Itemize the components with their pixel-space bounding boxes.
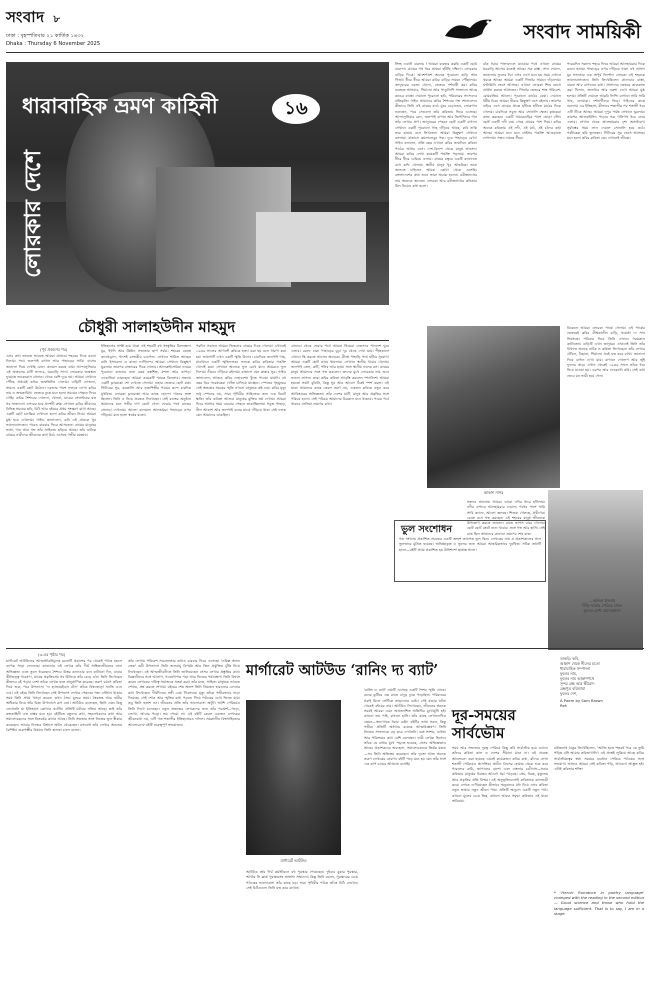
- article-column: বিকেলে আমরা লোরকা পার্কে গেলাম। এই পার্কের ভেতরেই কবির গ্রীষ্মকালীন বাড়ি, হুয়ের্তা দে সান ভিসেন্তে। পরিবার নিয়ে তিনি এখানে গরমকাল কাটাতেন। বাড়িটি এখন জাদুঘর। এখানেই তিনি তাঁর বিখ্যাত অনেক নাটক ও কবিতা লিখেছেন। তাঁর লেখার টেবিল, বিছানা, পিয়ানো সবই যত্ন করে রাখা। জানালা দিয়ে বাগান দেখা যায়। বাগানে গোলাপ আর জুঁই ফুলের ঝাড়। এখান থেকেই ১৯৩৬ সালে তাঁকে ধরে নিয়ে যাওয়া হয়। এরপর আর ফেরেননি কবি। সেই কথা ভেবে মন ভারী হয়ে গেল।: [567, 326, 645, 378]
- poem-line: ফুলের চোখ রোদেরকাগে: [583, 608, 621, 613]
- feature-vertical-title: লোরকার দেশে: [20, 150, 46, 278]
- poem-line: সিঁড়ি আমার পেরিয়ে গেলে: [581, 603, 623, 608]
- article-column: সময় আর সভ্যতার দূরত্ব পেরিয়ে কিছু কবি সার্বভৌম হয়ে ওঠেন। তাঁদের কবিতা কাল ও দেশের সীমানা মানে না। এই প্রবন্ধে আলোচনা করা হয়েছে এমনই কয়েকজন কবির কথা, যাঁদের লেখা শতাব্দী পেরিয়েও প্রাসঙ্গিক। প্রাচীন গ্রিসের হোমার থেকে শুরু করে পারস্যের রুমি, জাপানের বাশো এবং বাংলার চণ্ডীদাস—সবার কবিতায় মানুষের চিরন্তন আবেগ ধরা পড়েছে। প্রেম, বিরহ, মৃত্যুভয় আর প্রকৃতির প্রতি বিস্ময়। এই অনুভূতিগুলোই কবিতাকে কালজয়ী করে। লেখক দেখিয়েছেন কীভাবে অনুবাদের মধ্য দিয়ে এসব কবিতা নতুন ভাষায় নতুন জীবন পায়। প্রতিটি অনুবাদ একটি নতুন পাঠ। কখনো মূলের চেয়ে ভিন্ন, কখনো আরও সমৃদ্ধ। কবিতার এই যাত্রা অবিরাম।: [452, 746, 548, 803]
- dateline-bangla: ঢাকা : বৃহস্পতিবার ২১ কার্তিক ১৪৩২: [6, 33, 85, 39]
- dateline-english: Dhaka : Thursday 6 November 2025: [6, 41, 101, 47]
- author-photo: [246, 700, 341, 855]
- caption-line: সুন্দর ব্রহ্ম আর ক্ষীরোদ: [560, 681, 595, 686]
- section-title: সংবাদ সাময়িকী: [523, 21, 641, 43]
- article-column: সিংহ এবানী ঝরনায় ! আমরা ব্যবহার করছি একটি ছোট্ট বারান্দা। গ্রামের পথ ধরে আমরা হাঁটছি দক্ষিণে। লোরকার বাড়ির দিকে। আশেপাশে অনেক পুরোনো বাড়ি আর গির্জা। ধীরে ধীরে আমরা কবির বাড়ির সামনে পৌঁছালাম। জাদুঘরের দরজা খোলা, ভেতরে দর্শনার্থী কম। কবির ব্যবহৃত আসবাব, পিয়ানো আর পাণ্ডুলিপি সাজানো আছে কাচের বাক্সে। দেয়ালে পুরোনো ছবি, পরিবারের সদস্যদের প্রতিকৃতি। গাইড আমাদের কবির শৈশবের গল্প শোনালেন। কীভাবে তিনি এই গ্রামের মাঠে ঘুরে বেড়াতেন, লোকগান শুনতেন, পরে সেগুলো তাঁর কবিতায় ফিরে এসেছে। আন্দালুসিয়ার রোদ, জলপাই বাগান আর জিপসিদের গান তাঁর লেখার প্রাণ। জাদুঘরের পেছনে ছোট একটি বাগান। সেখানে একটি পুরোনো গাছ দাঁড়িয়ে আছে, কবি নাকি তার ছায়ায় বসে লিখতেন। আমরা কিছুক্ষণ সেখানে বসলাম। বাতাসে কমলালেবুর গন্ধ। দূরে পাহাড়ের রেখা। গাইড বললেন, প্রতি বছর এখানে কবির জন্মদিনে কবিতা পাঠের আসর বসে। দেশ-বিদেশ থেকে মানুষ আসেন। আমরা কবির লেখা কয়েকটি পঙক্তি পড়লাম। তারপর ধীরে ধীরে বেরিয়ে এলাম। গ্রামের চত্বরে একটি ক্যাফেতে বসে কফি খেলাম। স্থানীয় মানুষ খুব আন্তরিক। তারা জানতে চাইলেন আমরা কোথা থেকে এসেছি। বাংলাদেশের কথা শুনে তারা অবাক হলেন। রবীন্দ্রনাথের নাম অনেকে জানেন। লোরকা আর রবীন্দ্রনাথের কবিতার মিল নিয়েও কথা হলো।: [395, 62, 477, 188]
- english-note: * 'Heroic Romance in poetry language' changed with the reading in the second edition — Good science and those who hold the language sufficient. That is to say, I am in a stage.: [554, 890, 644, 916]
- article-column: গ্রানাডা থেকে ফেরার পথে আমরা সিয়েরা নেভাদার পাদদেশ ঘুরে এলাম। বরফে ঢাকা পাহাড়ের চূড়া দূর থেকে দেখা যায়। শীতকালে এখানে স্কি করতে আসেন অনেকে। গ্রীষ্মে পাহাড়ি পথে হাঁটার সুযোগ। আমরা একটি ছোট গ্রামে থামলাম। সেখানে স্থানীয় খাবার খেলাম। জলপাই তেল, রুটি, পনির আর হ্যাম। সঙ্গে স্থানীয় ফলের রস। গ্রামের মানুষ আমাদের সঙ্গে গল্প করলেন। তাদের মুখে লোরকার নাম শুনে ভালো লাগল। তারা কবির কবিতা আবৃত্তি করলেন স্প্যানিশে। আমরা হয়তো সবটা বুঝিনি, কিন্তু সুর আর আবেগ ঠিকই স্পর্শ করল। এই যাত্রা আমাদের কাছে কেবল ভ্রমণ নয়, একজন কবিকে নতুন করে আবিষ্কারের অভিজ্ঞতা। তাঁর দেশের মাটি, মানুষ আর প্রকৃতির সঙ্গে পরিচয় হলো। সেই পরিচয় আমাদের চিরকাল মনে থাকবে। পরের পর্বে থাকবে সেভিয়া ভ্রমণের কথা।: [291, 344, 389, 407]
- bird-logo-icon: [440, 12, 500, 42]
- masthead-left: [6, 6, 126, 46]
- article-column: 'রানিং দ্য ব্যাট' নামটি এসেছে একটি শৈশব স্মৃতি থেকে। বনের কুটিরে এক রাতে বাদুড় ঢুকে পড়েছিল। পরিবারের সবাই মিলে সেটিকে তাড়ানোর চেষ্টা। সেই মজার ঘটনা থেকেই বইয়ের নাম। আটউড লিখেছেন, জীবনের অনেক সময়ই আমরা এমন অপ্রত্যাশিত অতিথির মুখোমুখি হই। কখনো ভয় পাই, কখনো হাসি। তাঁর কাছে লেখালেখিও তেমন—অদেখাকে ধরার চেষ্টা। বইটির ভাষা সরল, কিন্তু গভীর। প্রতিটি অধ্যায়ে রয়েছে আত্মবিশ্লেষণ। তিনি নিজের সাফল্যকে বড় করে দেখাননি। বরং সংশয়, ব্যর্থতা আর পরিশ্রমের কথা বেশি বলেছেন। নারী লেখক হিসেবে তাঁকে যে বাধার মুখে পড়তে হয়েছে, সেসব অভিজ্ঞতাও আছে। প্রকাশকদের অবহেলা, সমালোচকদের তির্যক মন্তব্য—সব তিনি অতিক্রম করেছেন। তাঁর দৃঢ়তা আজ অনেক তরুণ লেখকের প্রেরণা। বইটি পড়ে মনে হয় যেন তাঁর সঙ্গে এক কাপ চায়ের আড্ডায় বসেছি।: [364, 688, 446, 767]
- masthead-rule: [6, 52, 644, 53]
- feature-author: চৌধুরী সালাহউদীন মাহমুদ: [78, 318, 236, 336]
- correction-title: ভুল সংশোধন: [401, 524, 453, 535]
- house-graphic: [256, 212, 366, 282]
- caption-credit: Ref:: [560, 703, 568, 708]
- article-column: মার্গারেট আটউডের আত্মজীবনীমূলক রচনাটি প্রকাশের পর থেকেই পাঠক মহলে ব্যাপক সাড়া ফেলেছে। কানাডার এই লেখক তাঁর দীর্ঘ সাহিত্যজীবনের নানা অভিজ্ঞতা এতে তুলে ধরেছেন। শৈশবে উত্তর কানাডার বনে কাটানো দিন, বাবার কীটতত্ত্ব গবেষণা, মায়ের প্রকৃতিপ্রেম সব মিলিয়ে তাঁর বেড়ে ওঠা। তিনি লিখেছেন কীভাবে বই পড়ার নেশা তাঁকে লেখক হতে অনুপ্রাণিত করেছে। তরুণ বয়সে কবিতা দিয়ে শুরু, পরে উপন্যাস। 'দ্য হ্যান্ডমেইডস টেল' তাঁকে বিশ্বজোড়া খ্যাতি এনে দেয়। এই বইয়ে তিনি লিখেছেন সেই উপন্যাস লেখার পেছনের গল্প। বার্লিনে থাকার সময় তিনি প্রথম খসড়া করেন। তখন ঠান্ডা যুদ্ধের সময়। স্বৈরতন্ত্র আর নারীর অধিকার নিয়ে তাঁর চিন্তা উপন্যাসে রূপ নেয়। আটউড বলেছেন, তিনি এমন কিছু লেখেননি যা ইতিহাসে কোথাও ঘটেনি। প্রতিটি ঘটনার নজির আছে। তাই তাঁর কল্পকাহিনী এত বাস্তব মনে হয়। বইটিতে বন্ধুদের কথা, সহলেখকদের কথা আর সমালোচকদের সঙ্গে বিতর্কের কথাও আছে। তিনি সততার সঙ্গে নিজের ভুল স্বীকার করেছেন। আবার নিজের বিশ্বাসে অটল থেকেছেন। রসবোধ তাঁর লেখার অন্যতম বৈশিষ্ট্য। গুরুগম্ভীর বিষয়ও তিনি হালকা চালে বলেন।: [6, 659, 122, 732]
- newspaper-logo: সংবাদ: [6, 8, 45, 26]
- article-column: পরদিন সকালে আমরা ভিজনার গ্রামের দিকে গেলাম। এখানেই ১৯৩৬ সালের আগস্টে কবিকে হত্যা করা হয় বলে ধারণা করা হয়। জায়গাটি এখন একটি স্মৃতি উদ্যান। চারদিকে জলপাই গাছ, মাঝখানে একটি স্মৃতিফলক। ফলকে কবির কবিতার পঙক্তি খোদাই করা। সেখানে অনেকে ফুল রেখে যান। আমরাও ফুল দিলাম। নীরবে দাঁড়িয়ে রইলাম। বাতাসে যেন কান্নার সুর। গাইড জানালেন, আজও কবির দেহাবশেষ খুঁজে পাওয়া যায়নি। বহু বছর ধরে গবেষকেরা খোঁজ চালিয়ে যাচ্ছেন। স্পেনের গৃহযুদ্ধের সেই অন্ধকার সময়ের স্মৃতি এখনো মানুষকে কষ্ট দেয়। কবির মৃত্যু শুধু স্পেনের নয়, সারা পৃথিবীর সাহিত্যের জন্য এক বিরাট ক্ষতি। তাঁর কবিতা আজও মানুষের মুক্তির স্বপ্ন দেখায়। আমরা ফিরে আসার সময় বারবার পেছনে তাকাচ্ছিলাম। সবুজ পাহাড়, নীল আকাশ আর জলপাই বনের মাঝে দাঁড়িয়ে থাকা সেই ফলক যেন আমাদের ডাকছিল।: [196, 344, 286, 417]
- caption-line: আকাশ থেকে নীলের মতো: [560, 661, 600, 666]
- article-column: এসব কথা ভাবতে ভাবতে আমরা গ্রানাডা শহরের দিকে রওনা দিলাম। পথে জলপাই বাগান আর পাহাড়ের সারি। বাসের জানালা দিয়ে দেখছি রোদে ঝলমল করছে গ্রাম। আন্দালুসিয়ার এই অঞ্চলের মাটি লালচে, ঘরবাড়ি সাদা। লোরকার জন্মস্থান ফুয়েন্তে ভাকেরোস গ্রানাডা থেকে বেশি দূরে নয়। আমরা সেখানে পৌঁছে প্রথমেই কবির জন্মভিটায় গেলাম। বাড়িটি দোতলা, সামনে একটি ছোট উঠোন। দরজার পাশে ফলকে লেখা কবির নাম ও জন্মতারিখ। ভেতরে ঢুকে মনে হলো সময়ের পেছনে ফিরে গেছি। কবির শৈশবের দোলনা, খেলনা, মায়ের সেলাইয়ের যন্ত্র সব সাজানো। ওপরের ঘরে প্রদর্শনী কক্ষ। সেখানে কবির জীবনের বিভিন্ন সময়ের ছবি, চিঠি আর বইয়ের প্রথম সংস্করণ রাখা আছে। একটি ছোট চলচ্চিত্র দেখানো হলো কবির জীবন নিয়ে। আমরা মুগ্ধ হয়ে দেখলাম। গাইড জানালেন, কবি এই গ্রামকে খুব ভালোবাসতেন। পরেও বারবার ফিরে আসতেন। গ্রামের মানুষের ভাষা, গান আর গল্প তাঁর সাহিত্যে ছড়িয়ে আছে। তাঁর নাটকে গ্রামের নারীদের জীবনের কথা উঠে এসেছে গভীর মমতায়।: [6, 354, 96, 438]
- article-column: পরেরদিন সকাল। শহরে ফিরে আমরা আলহামরার দিকে রওনা হলাম। পাহাড়ের ওপর দাঁড়িয়ে থাকা এই প্রাসাদ মুর সভ্যতার এক অপূর্ব নিদর্শন। লোরকা এই শহরকে ভালোবাসতেন। তিনি লিখেছিলেন গ্রানাডার রাস্তা, ঝরনা আর বাগানের কথা। প্রাসাদের ভেতরে কারুকাজ করা খিলান, জলাধার আর নকশা দেখে আমরা মুগ্ধ হলাম। প্রতিটি দেয়ালে আরবি লিপি। বাগানে সারি সারি গাছ, ফোয়ারা। দর্শনার্থীদের ভিড়। গাইডের কাছে শুনলাম এর ইতিহাস, কীভাবে শতাব্দীর পর শতাব্দী ধরে এটি টিকে আছে। আমরা দুপুর পর্যন্ত সেখানে ঘুরলাম। তারপর আলবাইসিন পাড়ার সরু গলিপথ ধরে নেমে এলাম। সেখান থেকে আলহামরার দৃশ্য অসাধারণ। সূর্যাস্তের সময় লাল দেয়াল সোনালি হয়ে ওঠে। পর্যটকেরা ছবি তুলছেন। গিটারের সুর ভেসে আসছে। মনে হলো কবির কবিতা যেন এখানেই জীবন্ত।: [567, 62, 645, 141]
- statue-caption: [560, 656, 645, 708]
- article-column: ইতিহাসের সাক্ষী হয়ে থাকা এই শহরটি বহু সংস্কৃতির মিলনস্থল। মুর, ইহুদি আর খ্রিষ্টান সভ্যতার ছাপ সর্বত্র। শহরের কেন্দ্রে ক্যাথেড্রাল, পাশেই রাজকীয় চ্যাপেল। সেখানে শায়িত আছেন রানি ইসাবেলা ও রাজা ফার্দিনান্দ। আমরা সেখানে কিছুক্ষণ ঘুরলাম। তারপর বাজারের দিকে গেলাম। আলকাইসেরিয়া নামের পুরোনো বাজারে নানা রকম হস্তশিল্প, মশলা আর কাপড়। দোকানিরা ডাকছেন। আমরা কয়েকটি স্মারক কিনলাম। সন্ধ্যায় একটি ফ্লামেঙ্কো শো দেখতে গেলাম। গুহার ভেতরে ছোট মঞ্চ। গিটারের সুর, করতালি আর নৃত্যশিল্পীর পায়ের ছন্দে চারদিক মুখরিত। লোরকা ফ্লামেঙ্কো আর কান্তে হোন্দো গানের ভক্ত ছিলেন। তিনি এ নিয়ে প্রবন্ধও লিখেছেন। সেই রাতের অনুষ্ঠান আমাদের মনে গভীর দাগ কেটে গেল। ফেরার পথে রাতের গ্রানাডা দেখলাম। আলো ঝলমলে আলহামরা পাহাড়ের ওপর দাঁড়িয়ে। মনে হলো স্বপ্নের মতো।: [101, 344, 191, 417]
- poem-line: —অনিতা ইসলাম: [588, 598, 616, 603]
- caption-line: ফুলের নাম,: [560, 671, 578, 676]
- section-divider: [6, 648, 644, 649]
- divider: [6, 340, 389, 341]
- caption-line: ব্রহ্মপুত্র হরিষ্যামা: [560, 686, 586, 691]
- caption-line: ডাকরি: কবি,: [560, 656, 580, 661]
- series-title: ধারাবাহিক ভ্রমণ কাহিনী: [22, 93, 218, 118]
- article-column: তাঁর লেখায় পরিবেশ সচেতনতার কথাও বারবার ফিরে এসেছে। 'ওরিক্স অ্যান্ড ক্রেক' ত্রয়ী উপন্যাসে তিনি জলবায়ু বিপর্যয় আর জিন প্রযুক্তির ঝুঁকি নিয়ে লিখেছেন। এই আত্মজীবনীতে তিনি জানিয়েছেন সেসব লেখার প্রস্তুতির কথা। বিজ্ঞানীদের সঙ্গে আলাপ, গবেষণাপত্র পড়া আর নিজের পর্যবেক্ষণ। তিনি বিশ্বাস করেন লেখকের দায়িত্ব সমাজকে সতর্ক করা। তাঁর মতে, সাহিত্য মানুষকে ভাবতে শেখায়, প্রশ্ন করতে শেখায়। বইয়ের শেষ অংশে তিনি প্রিয়জন হারানোর বেদনার কথা লিখেছেন। দীর্ঘদিনের সঙ্গী গ্রেম গিবসনের মৃত্যু তাঁকে গভীরভাবে নাড়া দিয়েছে। সেই শোক আর স্মৃতির কথা পড়তে গিয়ে পাঠকের চোখ ভিজে যায়। তবু তিনি হতাশ নন। জীবনের প্রতি তাঁর ভালোবাসা অটুট। আশি পেরিয়েও তিনি লিখে চলেছেন। নতুন প্রজন্মের লেখকদের জন্য তাঁর পরামর্শ—পড়ো, লেখো, আবার পড়ো। ভয় পেয়ো না। এই বইটি কেবল একজন লেখকের জীবনকথা নয়, এটি গত শতাব্দীর ইতিহাসেরও দলিল। সমকালীন বিশ্বসাহিত্যের আলোচনায় বইটি গুরুত্বপূর্ণ সংযোজন।: [128, 659, 240, 727]
- article-column: আটউড তাঁর দীর্ঘ কর্মজীবনে বহু পুরস্কার পেয়েছেন। দুইবার বুকার পুরস্কার, আর্থার সি ক্লার্ক পুরস্কারসহ অসংখ্য সম্মাননা। কিন্তু তিনি বলেন, পুরস্কারের চেয়ে পাঠকের ভালোবাসা তাঁর কাছে বড়। সারা পৃথিবীর পাঠক তাঁকে চিঠি লেখেন। সেই চিঠিগুলো তিনি যত্ন করে রাখেন।: [246, 870, 358, 890]
- durbhumi-headline: দূর-সময়ের সার্বভৌম: [452, 706, 516, 742]
- episode-badge: ১৬: [272, 94, 320, 124]
- author-photo-caption: মার্গারেট আটউড: [280, 858, 307, 863]
- poem-box: [560, 598, 644, 613]
- page-number: ৮: [53, 14, 61, 25]
- statue-photo: [548, 490, 643, 650]
- tree-photo-caption: আকাশ নাগর: [483, 490, 504, 495]
- article-column: সন্ধ্যার আলোয় আমরা ডারো নদীর ধারে হাঁটলাম। নদীর ওপারে আলহামরার দেয়াল। পথের পাশে সারি সারি ক্যাফে, আলো জ্বলছে। শিশুরা খেলছে, প্রবীণেরা বেঞ্চে বসে গল্প করছেন। এই শহরের মানুষ জীবনকে উপভোগ করতে জানেন। রাতে তাপস বারে গেলাম। ছোট ছোট প্লেটে নানা খাবার। সঙ্গে গল্প আর হাসি। সেই রাত ছিল আমাদের গ্রানাডা ভ্রমণের শেষ রাত।: [467, 500, 545, 536]
- caption-line: ফুলের নাম আকাশপথে: [560, 676, 595, 681]
- correction-text: গত সংখ্যায় প্রকাশিত প্রবন্ধের একটি অংশে তথ্যগত ভুল ছিল। লেখকের নাম ও প্রকাশকালের সাল ভুলভাবে মুদ্রিত হয়েছে। অনিচ্ছাকৃত এ ভুলের জন্য আমরা আন্তরিকভাবে দুঃখিত। সঠিক তথ্যটি হলো—বইটি প্রথম প্রকাশিত হয় উনিশশো ছাপ্পান্ন সালে।: [399, 537, 541, 552]
- caption-line: ধারাবাহিক সম্পাদনা: [560, 666, 590, 671]
- continued-note: (পূর্ব প্রকাশের পর): [40, 347, 68, 352]
- article-column: রবীন্দ্রনাথ ঠাকুর লিখেছিলেন, 'আজি হতে শতবর্ষ পরে কে তুমি পড়িছ বসি আমার কবিতাখানি'। এই প্রশ্নেই লুকিয়ে আছে কবির সার্বভৌমত্বের স্বপ্ন। সময়ের ব্যবধান পেরিয়ে পাঠকের সঙ্গে সংযোগ। আজও আমরা সেই কবিতা পড়ি, আবেগে আপ্লুত হই। এটাই কবিতার শক্তি।: [554, 746, 644, 772]
- caption-line: ফুলের দেশ,: [560, 691, 578, 696]
- article-column: বাঁক ধরার পালাবদলে যাওয়ার পথে এখনো গ্রামের ঘরবাড়ি আগের মতোই আছে। সরু রাস্তা, সাদা দেয়াল, জানালায় ফুলের টব। এসব দেখে মনে হয় সময় এখানে থমকে আছে। আমরা একটি গির্জার সামনে দাঁড়ালাম। ঘণ্টাধ্বনি ভেসে আসছে। এখানে লোরকা শিশু বয়সে প্রার্থনা করতে আসতেন। গির্জার ভেতরে শান্ত পরিবেশ, মোমবাতির আলো। পুরোনো কাঠের বেঞ্চ। দেয়ালে ধর্মীয় চিত্র। আমরা নীরবে কিছুক্ষণ বসে রইলাম। তারপর বাইরে এসে গ্রামের প্রান্তে হাঁটতে হাঁটতে মাঠের দিকে গেলাম। চারদিকে সবুজ আর সোনালি ক্ষেত। কৃষকেরা কাজ করছেন। একটি খামারবাড়ির পাশে ঘোড়া বাঁধা। ছোট একটি নদী বয়ে গেছে গ্রামের পাশ দিয়ে। কবির অনেক কবিতায় এই নদী, এই মাঠ, এই চাঁদের কথা আছে। আমরা মনে মনে সেইসব পঙক্তি আওড়াতে লাগলাম। সন্ধ্যা নামছে ধীরে।: [483, 62, 561, 141]
- tree-photo: [427, 326, 560, 488]
- masthead-right: [440, 6, 645, 46]
- atwood-headline: মার্গারেট আটউড ‘রানিং দ্য ব্যাট’: [246, 662, 439, 679]
- continued-note: (৩-এর পৃষ্ঠার পর): [38, 652, 66, 657]
- caption-credit: A Poem by Sam Brown: [560, 698, 603, 703]
